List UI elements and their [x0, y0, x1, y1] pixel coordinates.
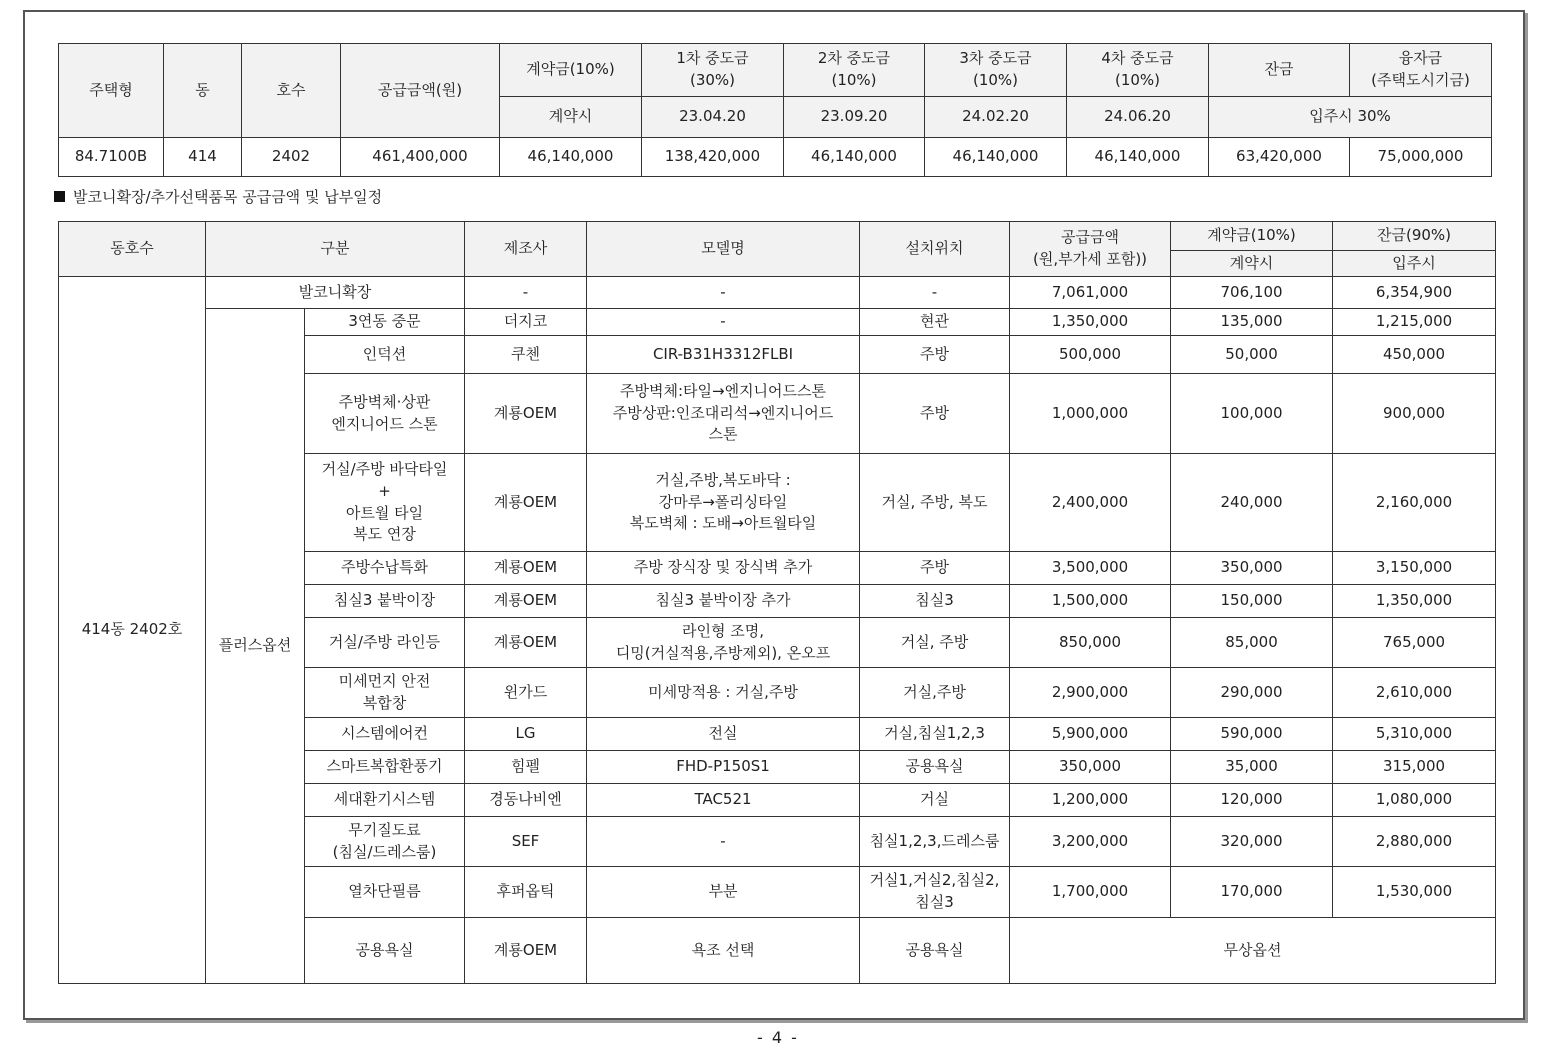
header-balance-pct: 잔금(90%) [1333, 222, 1496, 251]
balcony-maker: - [465, 277, 587, 309]
option-location: 거실 [860, 784, 1010, 817]
option-deposit: 170,000 [1171, 867, 1333, 918]
option-maker: 후퍼옵틱 [465, 867, 587, 918]
option-name: 스마트복합환풍기 [305, 751, 465, 784]
header-deposit: 계약금(10%) [500, 44, 642, 97]
option-deposit: 240,000 [1171, 454, 1333, 552]
date-mid4: 24.06.20 [1067, 97, 1209, 138]
cell-supply: 461,400,000 [341, 138, 500, 177]
option-balance: 2,160,000 [1333, 454, 1496, 552]
option-deposit: 290,000 [1171, 668, 1333, 718]
option-location: 침실1,2,3,드레스룸 [860, 817, 1010, 867]
option-maker: 계룡OEM [465, 585, 587, 618]
cell-dong: 414 [164, 138, 242, 177]
option-deposit: 150,000 [1171, 585, 1333, 618]
option-deposit: 135,000 [1171, 309, 1333, 336]
unit-label: 414동 2402호 [59, 277, 206, 984]
option-name: 3연동 중문 [305, 309, 465, 336]
option-balance: 1,350,000 [1333, 585, 1496, 618]
option-price: 1,000,000 [1010, 374, 1171, 454]
option-name: 열차단필름 [305, 867, 465, 918]
option-location: 공용욕실 [860, 751, 1010, 784]
option-location: 거실, 주방, 복도 [860, 454, 1010, 552]
cell-mid1: 138,420,000 [642, 138, 784, 177]
option-model: TAC521 [587, 784, 860, 817]
option-maker: 계룡OEM [465, 454, 587, 552]
option-maker: 힘펠 [465, 751, 587, 784]
header-model: 모델명 [587, 222, 860, 277]
date-mid3: 24.02.20 [925, 97, 1067, 138]
option-model: 주방벽체:타일→엔지니어드스톤 주방상판:인조대리석→엔지니어드 스톤 [587, 374, 860, 454]
option-model: 부분 [587, 867, 860, 918]
option-location: 거실, 주방 [860, 618, 1010, 668]
option-price: 2,900,000 [1010, 668, 1171, 718]
option-location: 침실3 [860, 585, 1010, 618]
header-dong: 동 [164, 44, 242, 138]
option-model: 라인형 조명, 디밍(거실적용,주방제외), 온오프 [587, 618, 860, 668]
option-row [59, 309, 1496, 336]
option-location: 주방 [860, 336, 1010, 374]
cell-type: 84.7100B [59, 138, 164, 177]
option-price: 5,900,000 [1010, 718, 1171, 751]
option-location: 거실,주방 [860, 668, 1010, 718]
option-price: 2,400,000 [1010, 454, 1171, 552]
option-balance: 450,000 [1333, 336, 1496, 374]
last-option-name: 공용욕실 [305, 918, 465, 984]
page-number: - 4 - [757, 1028, 799, 1047]
header-mid1: 1차 중도금 (30%) [642, 44, 784, 97]
option-price: 350,000 [1010, 751, 1171, 784]
header-deposit-when: 계약시 [1171, 251, 1333, 277]
option-balance: 1,530,000 [1333, 867, 1496, 918]
cell-mid2: 46,140,000 [784, 138, 925, 177]
option-name: 시스템에어컨 [305, 718, 465, 751]
date-mid2: 23.09.20 [784, 97, 925, 138]
option-maker: 계룡OEM [465, 618, 587, 668]
header-ho: 호수 [242, 44, 341, 138]
option-maker: 계룡OEM [465, 552, 587, 585]
date-balance: 입주시 30% [1209, 97, 1492, 138]
cell-deposit: 46,140,000 [500, 138, 642, 177]
header-supply: 공급금액(원) [341, 44, 500, 138]
option-model: 전실 [587, 718, 860, 751]
header-mid3: 3차 중도금 (10%) [925, 44, 1067, 97]
option-maker: 계룡OEM [465, 374, 587, 454]
option-deposit: 85,000 [1171, 618, 1333, 668]
payment-schedule-table [58, 43, 1492, 177]
header-type: 주택형 [59, 44, 164, 138]
option-deposit: 120,000 [1171, 784, 1333, 817]
option-maker: 더지코 [465, 309, 587, 336]
option-price: 500,000 [1010, 336, 1171, 374]
header-unit: 동호수 [59, 222, 206, 277]
cell-balance: 63,420,000 [1209, 138, 1350, 177]
option-name: 미세먼지 안전 복합창 [305, 668, 465, 718]
header-location: 설치위치 [860, 222, 1010, 277]
free-option-note: 무상옵션 [1010, 918, 1496, 984]
balcony-price: 7,061,000 [1010, 277, 1171, 309]
header-mid2: 2차 중도금 (10%) [784, 44, 925, 97]
option-model: CIR-B31H3312FLBI [587, 336, 860, 374]
option-deposit: 50,000 [1171, 336, 1333, 374]
option-location: 주방 [860, 552, 1010, 585]
option-price: 1,350,000 [1010, 309, 1171, 336]
option-name: 거실/주방 바닥타일 + 아트월 타일 복도 연장 [305, 454, 465, 552]
option-maker: 경동나비엔 [465, 784, 587, 817]
header-balance-when: 입주시 [1333, 251, 1496, 277]
option-deposit: 350,000 [1171, 552, 1333, 585]
option-balance: 2,880,000 [1333, 817, 1496, 867]
option-name: 주방벽체·상판 엔지니어드 스톤 [305, 374, 465, 454]
option-maker: LG [465, 718, 587, 751]
option-balance: 1,215,000 [1333, 309, 1496, 336]
option-model: - [587, 817, 860, 867]
option-location: 거실,침실1,2,3 [860, 718, 1010, 751]
options-table [58, 221, 1496, 984]
option-deposit: 35,000 [1171, 751, 1333, 784]
option-price: 850,000 [1010, 618, 1171, 668]
cell-mid4: 46,140,000 [1067, 138, 1209, 177]
last-option-model: 욕조 선택 [587, 918, 860, 984]
plus-option-label: 플러스옵션 [206, 309, 305, 984]
balcony-deposit: 706,100 [1171, 277, 1333, 309]
balcony-name: 발코니확장 [206, 277, 465, 309]
option-maker: 쿠첸 [465, 336, 587, 374]
header-maker: 제조사 [465, 222, 587, 277]
date-deposit: 계약시 [500, 97, 642, 138]
square-bullet-icon [54, 191, 65, 202]
option-model: 미세망적용 : 거실,주방 [587, 668, 860, 718]
option-location: 주방 [860, 374, 1010, 454]
cell-loan: 75,000,000 [1350, 138, 1492, 177]
option-name: 주방수납특화 [305, 552, 465, 585]
option-model: 거실,주방,복도바닥 : 강마루→폴리싱타일 복도벽체 : 도배→아트월타일 [587, 454, 860, 552]
date-mid1: 23.04.20 [642, 97, 784, 138]
option-price: 1,200,000 [1010, 784, 1171, 817]
last-option-location: 공용욕실 [860, 918, 1010, 984]
option-balance: 5,310,000 [1333, 718, 1496, 751]
option-name: 세대환기시스템 [305, 784, 465, 817]
cell-mid3: 46,140,000 [925, 138, 1067, 177]
option-balance: 765,000 [1333, 618, 1496, 668]
last-option-maker: 계룡OEM [465, 918, 587, 984]
option-model: 침실3 붙박이장 추가 [587, 585, 860, 618]
option-name: 침실3 붙박이장 [305, 585, 465, 618]
header-category: 구분 [206, 222, 465, 277]
header-mid4: 4차 중도금 (10%) [1067, 44, 1209, 97]
header-deposit-pct: 계약금(10%) [1171, 222, 1333, 251]
option-price: 1,700,000 [1010, 867, 1171, 918]
option-maker: 윈가드 [465, 668, 587, 718]
balcony-model: - [587, 277, 860, 309]
header-price: 공급금액 (원,부가세 포함)) [1010, 222, 1171, 277]
option-deposit: 590,000 [1171, 718, 1333, 751]
option-model: FHD-P150S1 [587, 751, 860, 784]
option-balance: 900,000 [1333, 374, 1496, 454]
option-balance: 315,000 [1333, 751, 1496, 784]
option-name: 무기질도료 (침실/드레스룸) [305, 817, 465, 867]
cell-ho: 2402 [242, 138, 341, 177]
option-model: - [587, 309, 860, 336]
balcony-balance: 6,354,900 [1333, 277, 1496, 309]
option-price: 3,500,000 [1010, 552, 1171, 585]
option-model: 주방 장식장 및 장식벽 추가 [587, 552, 860, 585]
option-name: 인덕션 [305, 336, 465, 374]
option-price: 1,500,000 [1010, 585, 1171, 618]
option-deposit: 320,000 [1171, 817, 1333, 867]
option-price: 3,200,000 [1010, 817, 1171, 867]
option-balance: 1,080,000 [1333, 784, 1496, 817]
option-name: 거실/주방 라인등 [305, 618, 465, 668]
option-location: 현관 [860, 309, 1010, 336]
option-deposit: 100,000 [1171, 374, 1333, 454]
header-balance: 잔금 [1209, 44, 1350, 97]
option-maker: SEF [465, 817, 587, 867]
option-balance: 3,150,000 [1333, 552, 1496, 585]
balcony-location: - [860, 277, 1010, 309]
option-location: 거실1,거실2,침실2, 침실3 [860, 867, 1010, 918]
header-loan: 융자금 (주택도시기금) [1350, 44, 1492, 97]
section-title: 발코니확장/추가선택품목 공급금액 및 납부일정 [54, 186, 382, 207]
option-balance: 2,610,000 [1333, 668, 1496, 718]
